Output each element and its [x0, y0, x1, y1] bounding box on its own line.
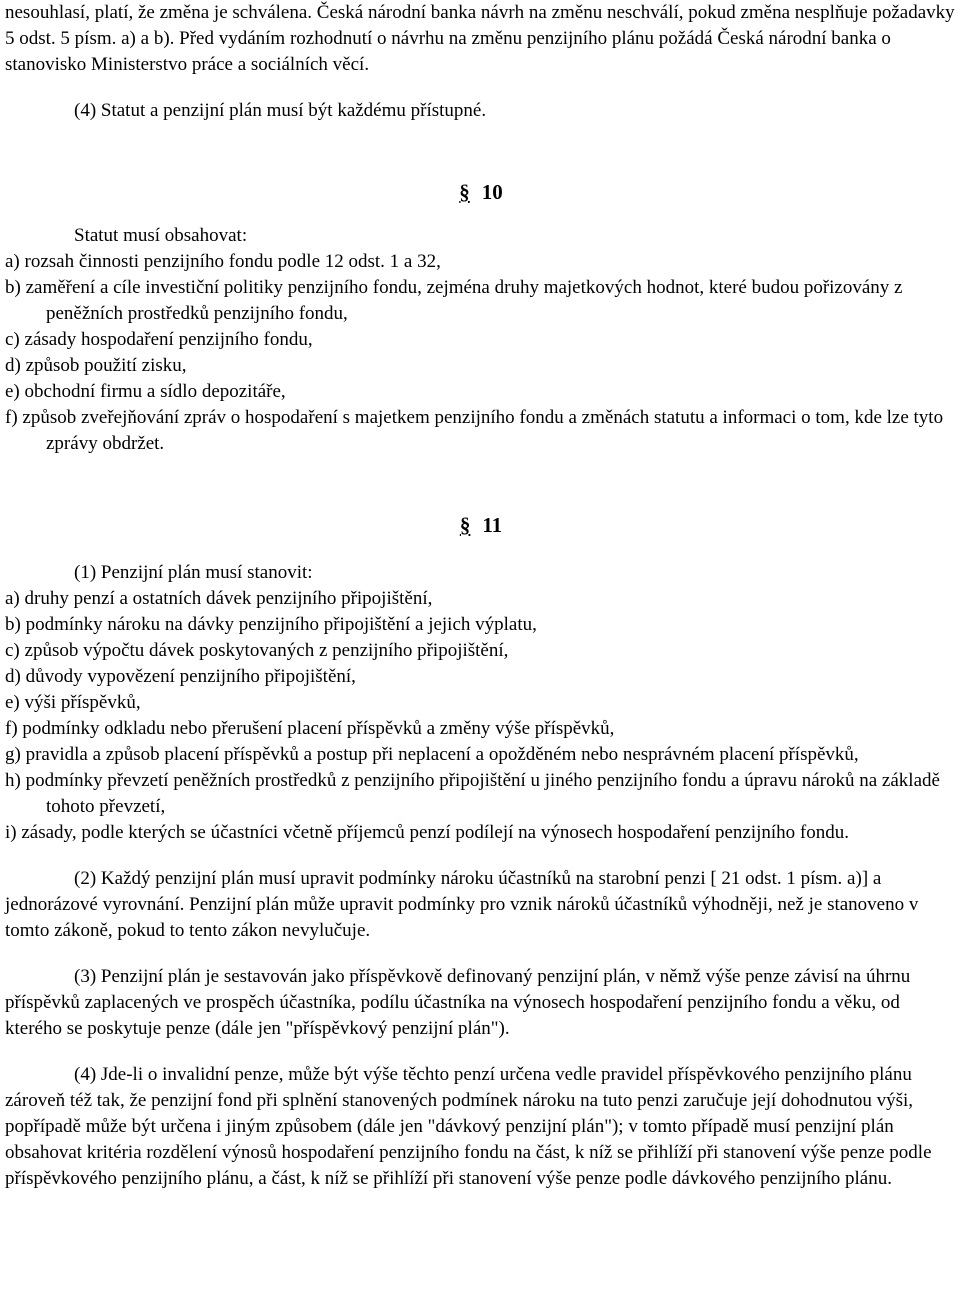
paragraph-3-contribution-plan: (3) Penzijní plán je sestavován jako příspěvkově definovaný penzijní plán, v němž výše penze závisí na úhrnu příspěvků zaplacených ve prospěch účastníka, podílu účastníka na výnosech hospodaření penzijního fondu a věku, od kterého se poskytuje penze (dále jen "příspěvkový penzijní plán"). — [5, 966, 911, 1039]
list-item: d) důvody vypovězení penzijního připojištění, — [5, 666, 356, 687]
list-item: h) podmínky převzetí peněžních prostředků z penzijního připojištění u jiného penzijního fondu a úpravu nároků na základě tohoto převzetí, — [5, 770, 940, 817]
list-item: c) zásady hospodaření penzijního fondu, — [5, 329, 313, 350]
section-sign: § — [459, 180, 470, 204]
list-item: a) druhy penzí a ostatních dávek penzijního připojištění, — [5, 588, 433, 609]
section-10-list — [5, 249, 957, 457]
list-item: c) způsob výpočtu dávek poskytovaných z penzijního připojištění, — [5, 640, 509, 661]
continuation-paragraph: nesouhlasí, platí, že změna je schválena. Česká národní banka návrh na změnu neschválí, pokud změna nesplňuje požadavky 5 odst. 5 písm. a) a b). Před vydáním rozhodnutí o návrhu na změnu penzijního plánu požádá Česká národní banka o stanovisko Ministerstvo práce a sociálních věcí. — [5, 2, 955, 75]
list-item: f) podmínky odkladu nebo přerušení placení příspěvků a změny výše příspěvků, — [5, 718, 615, 739]
section-11-intro: (1) Penzijní plán musí stanovit: — [74, 562, 313, 583]
list-item: d) způsob použití zisku, — [5, 355, 187, 376]
paragraph-4-invalidity-pension: (4) Jde-li o invalidní penze, může být výše těchto penzí určena vedle pravidel příspěvkového penzijního plánu zároveň též tak, že penzijní fond při splnění stanovených podmínek nároku na tuto penzi zaručuje její dohodnutou výši, popřípadě může být určena i jiným způsobem (dále jen "dávkový penzijní plán"); v tomto případě musí penzijní plán obsahovat kritéria rozdělení výnosů hospodaření penzijního fondu na část, k níž se přihlíží při stanovení výše penze podle příspěvkového penzijního plánu, a část, k níž se přihlíží při stanovení výše penze podle dávkového penzijního plánu. — [5, 1064, 932, 1189]
section-number: 11 — [482, 513, 503, 537]
section-number: 10 — [481, 180, 503, 204]
list-item: i) zásady, podle kterých se účastníci včetně příjemců penzí podílejí na výnosech hospodaření penzijního fondu. — [5, 822, 849, 843]
list-item: g) pravidla a způsob placení příspěvků a postup při neplacení a opožděném nebo nesprávném placení příspěvků, — [5, 744, 859, 765]
paragraph-2-old-age-pension: (2) Každý penzijní plán musí upravit podmínky nároku účastníků na starobní penzi [ 21 odst. 1 písm. a)] a jednorázové vyrovnání. Penzijní plán může upravit podmínky pro vznik nároků účastníků výhodněji, než je stanoveno v tomto zákoně, pokud to tento zákon nevylučuje. — [5, 868, 919, 941]
list-item: e) obchodní firmu a sídlo depozitáře, — [5, 381, 286, 402]
list-item: f) způsob zveřejňování zpráv o hospodaření s majetkem penzijního fondu a změnách statutu a informaci o tom, kde lze tyto zprávy obdržet. — [5, 407, 944, 454]
document-page — [5, 0, 957, 1192]
section-sign: § — [459, 513, 471, 537]
section-10-heading — [5, 174, 957, 210]
list-item: e) výši příspěvků, — [5, 692, 141, 713]
list-item: b) zaměření a cíle investiční politiky penzijního fondu, zejména druhy majetkových hodnot, které budou pořizovány z peněžních prostředků penzijního fondu, — [5, 277, 903, 324]
section-11-heading — [5, 507, 957, 543]
paragraph-4-access: (4) Statut a penzijní plán musí být každému přístupné. — [74, 100, 487, 121]
list-item: b) podmínky nároku na dávky penzijního připojištění a jejich výplatu, — [5, 614, 537, 635]
section-11-list — [5, 586, 957, 846]
list-item: a) rozsah činnosti penzijního fondu podle 12 odst. 1 a 32, — [5, 251, 441, 272]
section-10-intro: Statut musí obsahovat: — [74, 225, 248, 246]
